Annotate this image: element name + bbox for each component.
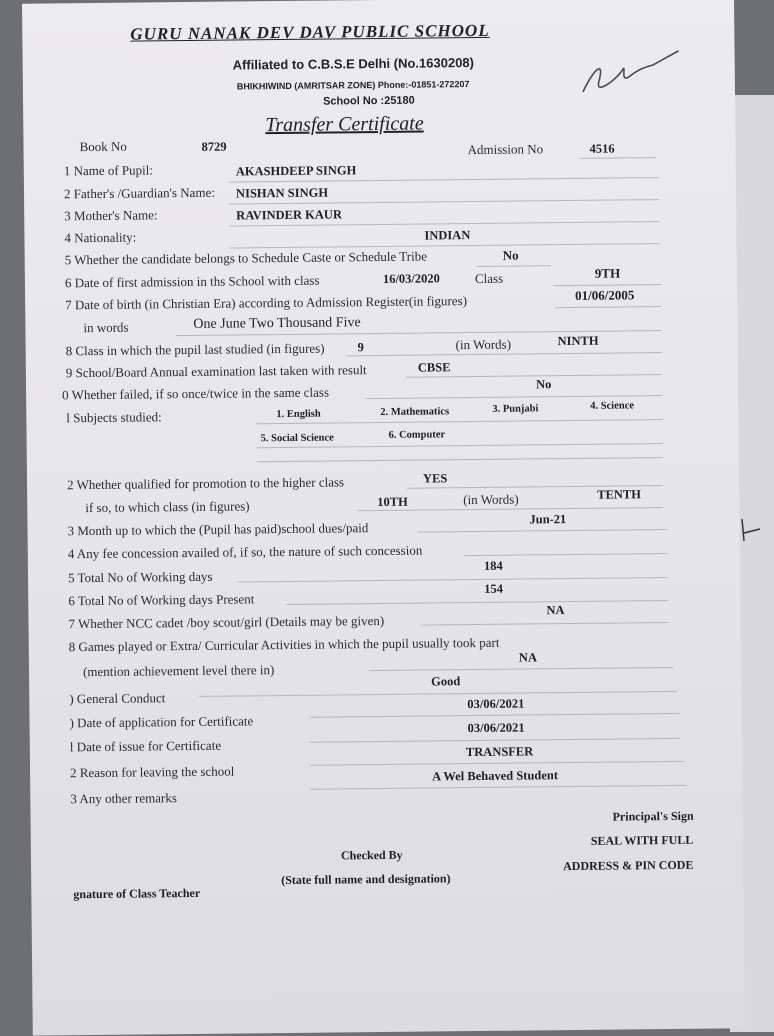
- rule: [310, 785, 686, 790]
- row-14-label: 4 Any fee concession availed of, if so, the nature of such concession: [67, 542, 423, 562]
- row-4-value: INDIAN: [424, 228, 471, 243]
- row-6-label: 6 Date of first admission in ths School with class: [64, 272, 320, 291]
- rule: [366, 395, 662, 399]
- row-6-class-label: Class: [474, 270, 504, 286]
- row-5-value: No: [502, 247, 519, 263]
- rule: [555, 306, 661, 308]
- row-2-label: 2 Father's /Guardian's Name:: [63, 184, 215, 202]
- row-5-label: 5 Whether the candidate belongs to Schedule Caste or Schedule Tribe: [64, 248, 427, 268]
- seal-line-2: ADDRESS & PIN CODE: [563, 857, 694, 874]
- rule: [464, 553, 668, 556]
- row-13-label: 3 Month up to which the (Pupil has paid)school dues/paid: [67, 520, 369, 539]
- row-7-words-value: One June Two Thousand Five: [193, 315, 361, 332]
- rule: [230, 243, 660, 249]
- row-12-sub-value: 10TH: [377, 494, 408, 510]
- row-3-label: 3 Mother's Name:: [64, 207, 158, 224]
- row-16-value: 154: [484, 581, 503, 596]
- row-15-label: 5 Total No of Working days: [67, 568, 213, 586]
- subject-5: 5. Social Science: [260, 432, 334, 445]
- row-8-words-value: NINTH: [557, 333, 599, 349]
- row-6-value: 16/03/2020: [382, 271, 440, 286]
- rule: [310, 761, 684, 766]
- row-12-value: YES: [422, 471, 448, 486]
- row-18-label: 8 Games played or Extra/ Curricular Activities in which the pupil usually took part: [68, 634, 500, 655]
- rule: [369, 667, 673, 671]
- row-21-value: 03/06/2021: [467, 720, 525, 736]
- row-23-label: 3 Any other remarks: [70, 790, 177, 807]
- row-6-class-value: 9TH: [594, 265, 621, 281]
- row-12-label: 2 Whether qualified for promotion to the higher class: [66, 474, 345, 493]
- row-2-value: NISHAN SINGH: [235, 185, 329, 201]
- row-15-value: 184: [483, 558, 503, 573]
- rule: [238, 577, 668, 583]
- principal-sign: Principal's Sign: [612, 808, 694, 824]
- row-23-value: A Wel Behaved Student: [432, 768, 559, 784]
- row-19-value: Good: [431, 674, 461, 689]
- row-10-value: No: [535, 377, 552, 392]
- school-address: BHIKHIWIND (AMRITSAR ZONE) Phone:-01851-272207: [236, 79, 470, 92]
- row-1-label: 1 Name of Pupil:: [63, 162, 154, 179]
- checked-by: Checked By: [340, 847, 403, 863]
- rule: [421, 622, 669, 626]
- subject-3: 3. Punjabi: [492, 403, 539, 415]
- book-no-value: 8729: [201, 139, 227, 154]
- school-name: GURU NANAK DEV DAV PUBLIC SCHOOL: [130, 20, 490, 44]
- rule: [256, 419, 662, 424]
- rule: [310, 713, 680, 718]
- row-12-sub-label: if so, to which class (in figures): [85, 498, 250, 516]
- rule: [199, 691, 677, 697]
- subject-6: 6. Computer: [388, 429, 446, 441]
- row-22-label: 2 Reason for leaving the school: [69, 763, 235, 781]
- row-16-label: 6 Total No of Working days Present: [68, 591, 255, 609]
- row-18-sub-label: (mention achievement level there in): [82, 662, 275, 680]
- rule: [477, 265, 551, 267]
- school-number: School No :25180: [322, 94, 415, 108]
- seal-line-1: SEAL WITH FULL: [590, 832, 694, 848]
- rule: [286, 600, 668, 605]
- rule: [553, 284, 661, 286]
- row-3-value: RAVINDER KAUR: [236, 207, 343, 223]
- row-12-words-value: TENTH: [597, 487, 642, 502]
- row-21-label: l Date of issue for Certificate: [69, 737, 222, 755]
- signature-scribble-icon: [574, 39, 685, 100]
- row-18-value: NA: [518, 650, 538, 665]
- row-20-label: ) Date of application for Certificate: [69, 713, 254, 731]
- row-17-label: 7 Whether NCC cadet /boy scout/girl (Details may be given): [68, 612, 385, 632]
- row-1-value: AKASHDEEP SINGH: [235, 163, 357, 179]
- row-22-value: TRANSFER: [465, 744, 534, 760]
- rule: [257, 443, 663, 448]
- subject-4: 4. Science: [590, 400, 635, 412]
- transfer-certificate-page: [22, 0, 745, 1036]
- subject-1: 1. English: [276, 408, 321, 421]
- row-8-value: 9: [357, 340, 364, 355]
- affiliation: Affiliated to C.B.S.E Delhi (No.1630208): [232, 54, 475, 73]
- row-7-label: 7 Date of birth (in Christian Era) according to Admission Register(in figures): [65, 293, 468, 313]
- subject-2: 2. Mathematics: [380, 406, 450, 418]
- certificate-title: Transfer Certificate: [265, 112, 424, 137]
- row-9-value: CBSE: [417, 360, 451, 375]
- rule: [418, 529, 668, 533]
- class-teacher-signature: gnature of Class Teacher: [73, 885, 201, 902]
- row-4-label: 4 Nationality:: [64, 229, 137, 246]
- row-8-label: 8 Class in which the pupil last studied (in figures): [65, 340, 325, 359]
- admission-no-label: Admission No: [467, 141, 544, 158]
- checked-by-note: (State full name and designation): [281, 871, 451, 888]
- row-17-value: NA: [546, 603, 565, 618]
- admission-no-value: 4516: [589, 141, 615, 156]
- row-7-value: 01/06/2005: [575, 287, 635, 303]
- row-20-value: 03/06/2021: [467, 696, 525, 712]
- row-7-words-label: in words: [83, 319, 129, 336]
- pen-mark-icon: [736, 515, 766, 545]
- rule: [580, 157, 656, 159]
- row-9-label: 9 School/Board Annual examination last taken with result: [65, 362, 367, 381]
- row-10-label: 0 Whether failed, if so once/twice in the same class: [62, 384, 330, 403]
- row-11-label: l Subjects studied:: [66, 409, 162, 426]
- rule: [257, 457, 663, 462]
- book-no-label: Book No: [79, 138, 127, 155]
- row-19-label: ) General Conduct: [69, 690, 166, 707]
- row-13-value: Jun-21: [529, 512, 567, 527]
- rule: [310, 738, 680, 743]
- row-12-words-label: (in Words): [463, 491, 519, 508]
- row-8-words-label: (in Words): [455, 336, 512, 353]
